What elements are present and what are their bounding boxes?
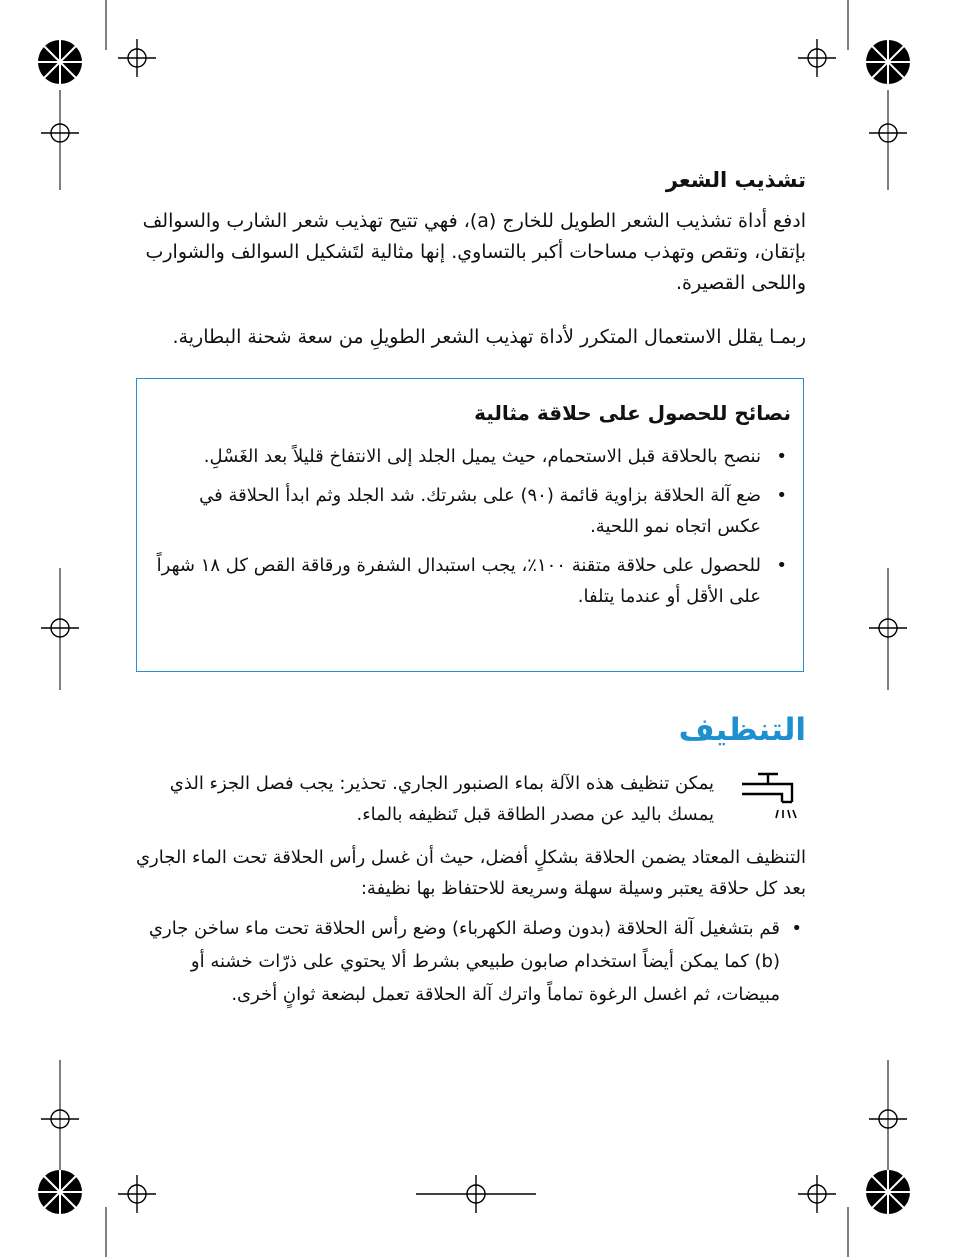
tips-box [136, 378, 804, 672]
crosshair-mark [118, 39, 156, 77]
tips-title: نصائح للحصول على حلاقة مثالية [474, 401, 791, 425]
tip-text: ضع آلة الحلاقة بزاوية قائمة (٩٠) على بشرتك. شد الجلد وثم ابدأ الحلاقة في عكس اتجاه نمو اللحية. [199, 485, 761, 537]
list-item [151, 550, 791, 612]
cleaning-paragraph: التنظيف المعتاد يضمن الحلاقة بشكلٍ أفضل، حيث أن غسل رأس الحلاقة تحت الماء الجاري بعد كل حلاقة يعتبر وسيلة سهلة وسريعة للاحتفاظ بها نظيفة: [135, 847, 806, 899]
bullet: • [791, 918, 802, 939]
bullet: • [776, 485, 787, 506]
battery-note: ربمـا يقلل الاستعمال المتكرر لأداة تهذيب الشعر الطويلِ من سعة شحنة البطارية. [172, 326, 806, 348]
cleaning-step-text: قم بتشغيل آلة الحلاقة (بدون وصلة الكهرباء) وضع رأس الحلاقة تحت ماء ساخن جاري (b) كما يمكن أيضاً استخدام صابون طبيعي بشرط ألا يحتوي على ذرّات خشنه أو مبيضات، ثم اغسل الرغوة تماماً واترك آلة الحلاقة تعمل لبضعة ثوانٍ أخرى. [148, 918, 780, 1005]
bullet: • [776, 446, 787, 467]
starburst-mark [866, 40, 910, 84]
list-item [134, 912, 806, 1011]
tips-list [151, 441, 791, 620]
faucet-icon [738, 768, 802, 828]
list-item [151, 441, 791, 472]
bullet: • [776, 555, 787, 576]
starburst-mark [38, 1170, 82, 1214]
tip-text: للحصول على حلاقة متقنة ١٠٠٪، يجب استبدال الشفرة ورقاقة القص كل ١٨ شهراً على الأقل أو عندما يتلفا. [156, 555, 761, 607]
crosshair-mark [798, 39, 836, 77]
list-item [151, 480, 791, 542]
section-title-cleaning: التنظيف [678, 712, 806, 748]
crosshair-mark [416, 1175, 536, 1213]
starburst-mark [38, 40, 82, 84]
crosshair-mark [798, 1175, 836, 1213]
section-title-trimming: تشذيب الشعر [665, 168, 806, 192]
starburst-mark [866, 1170, 910, 1214]
crosshair-mark [118, 1175, 156, 1213]
cleaning-list [134, 912, 806, 1011]
tip-text: ننصح بالحلاقة قبل الاستحمام، حيث يميل الجلد إلى الانتفاخ قليلاً بعد الغَسْلِ. [203, 446, 761, 467]
cleaning-warning: يمكن تنظيف هذه الآلة بماء الصنبور الجاري. تحذير: يجب فصل الجزء الذي يمسك باليد عن مصدر الطاقة قبل تَنظيفه بالماء. [169, 773, 714, 825]
trimming-paragraph: ادفع أداة تشذيب الشعر الطويل للخارج (a)، فهي تتيح تهذيب شعر الشارب والسوالف بإتقان، وتقص وتهذب مساحات أكبر بالتساوي. إنها مثالية لتَشكيل السوالف والشوارب واللحى القصيرة. [142, 210, 806, 294]
